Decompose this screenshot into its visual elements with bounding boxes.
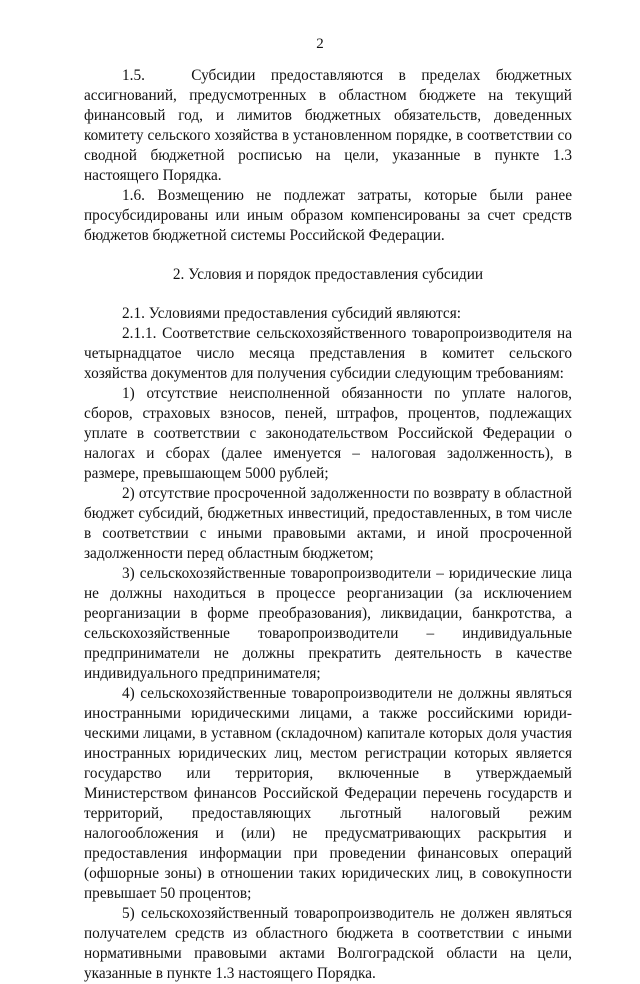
requirement-item-2: 2) отсутствие просроченной задолженности по возврату в областной бюджет субсидий, бюджетных инвестиций, предоставленных, в том числе в соответствии с иными правовыми актами, и иной просроченной задолженности перед областным бюджетом; xyxy=(84,485,572,562)
document-body xyxy=(84,66,572,984)
paragraph-1-5: 1.5. Субсидии предоставляются в пределах бюджетных ассигнований, предусмотренных в областном бюджете на текущий финансовый год, и лимитов бюджетных обязательств, доведенных комитету сельского хозяйства в установленном порядке, в соответствии со сводной бюджетной росписью на цели, указанные в пункте 1.3 настоящего Порядка. xyxy=(84,67,572,184)
paragraph-2-1-1: 2.1.1. Соответствие сельскохозяйственного товаропроизводителя на четырнадцатое число месяца представления в комитет сельского хозяйства документов для получения субсидии следующим требованиям: xyxy=(84,325,572,382)
requirement-item-5: 5) сельскохозяйственный товаропроизводитель не должен являться получателем средств из областного бюджета в соответствии с иными нормативными правовыми актами Волгоградской области на цели, указанные в пункте 1.3 настоящего Порядка. xyxy=(84,905,572,982)
requirement-item-3: 3) сельскохозяйственные товаропроизводители – юридические лица не должны находиться в процессе реорганизации (за исключением реорганизации в форме преобразования), ликвидации, банкротства, а сельскохозяйственные товаропроизводители – индивидуальные предприниматели не должны прекратить деятельность в качестве индивидуального предпринимателя; xyxy=(84,565,572,682)
requirement-item-1: 1) отсутствие неисполненной обязанности по уплате налогов, сборов, страховых взносов, пеней, штрафов, процентов, подлежащих уплате в соответствии с законодательством Российской Федерации о налогах и сборах (далее именуется – налоговая задолженность), в размере, превышающем 5000 рублей; xyxy=(84,385,572,482)
paragraph-1-6: 1.6. Возмещению не подлежат затраты, которые были ранее просубсидированы или иным образом компенсированы за счет средств бюджетов бюджетной системы Российской Федерации. xyxy=(84,187,572,244)
paragraph-2-1: 2.1. Условиями предоставления субсидий являются: xyxy=(122,305,462,322)
requirement-item-4: 4) сельскохозяйственные товаропроизводители не должны являться иностранными юридическими лицами, а также российскими юридическими лицами, в уставном (складочном) капитале которых доля участия иностранных юридических лиц, местом регистрации которых является государство или территория, включенные в утверждаемый Министерством финансов Российской Федерации перечень государств и территорий, предоставляющих льготный налоговый режим налогообложения и (или) не предусматривающих раскрытия и предоставления информации при проведении финансовых операций (офшорные зоны) в отношении таких юридических лиц, в совокупности превышает 50 процентов; xyxy=(84,685,572,902)
page-number: 2 xyxy=(316,36,324,52)
section-2-heading: 2. Условия и порядок предоставления субсидии xyxy=(172,266,484,283)
